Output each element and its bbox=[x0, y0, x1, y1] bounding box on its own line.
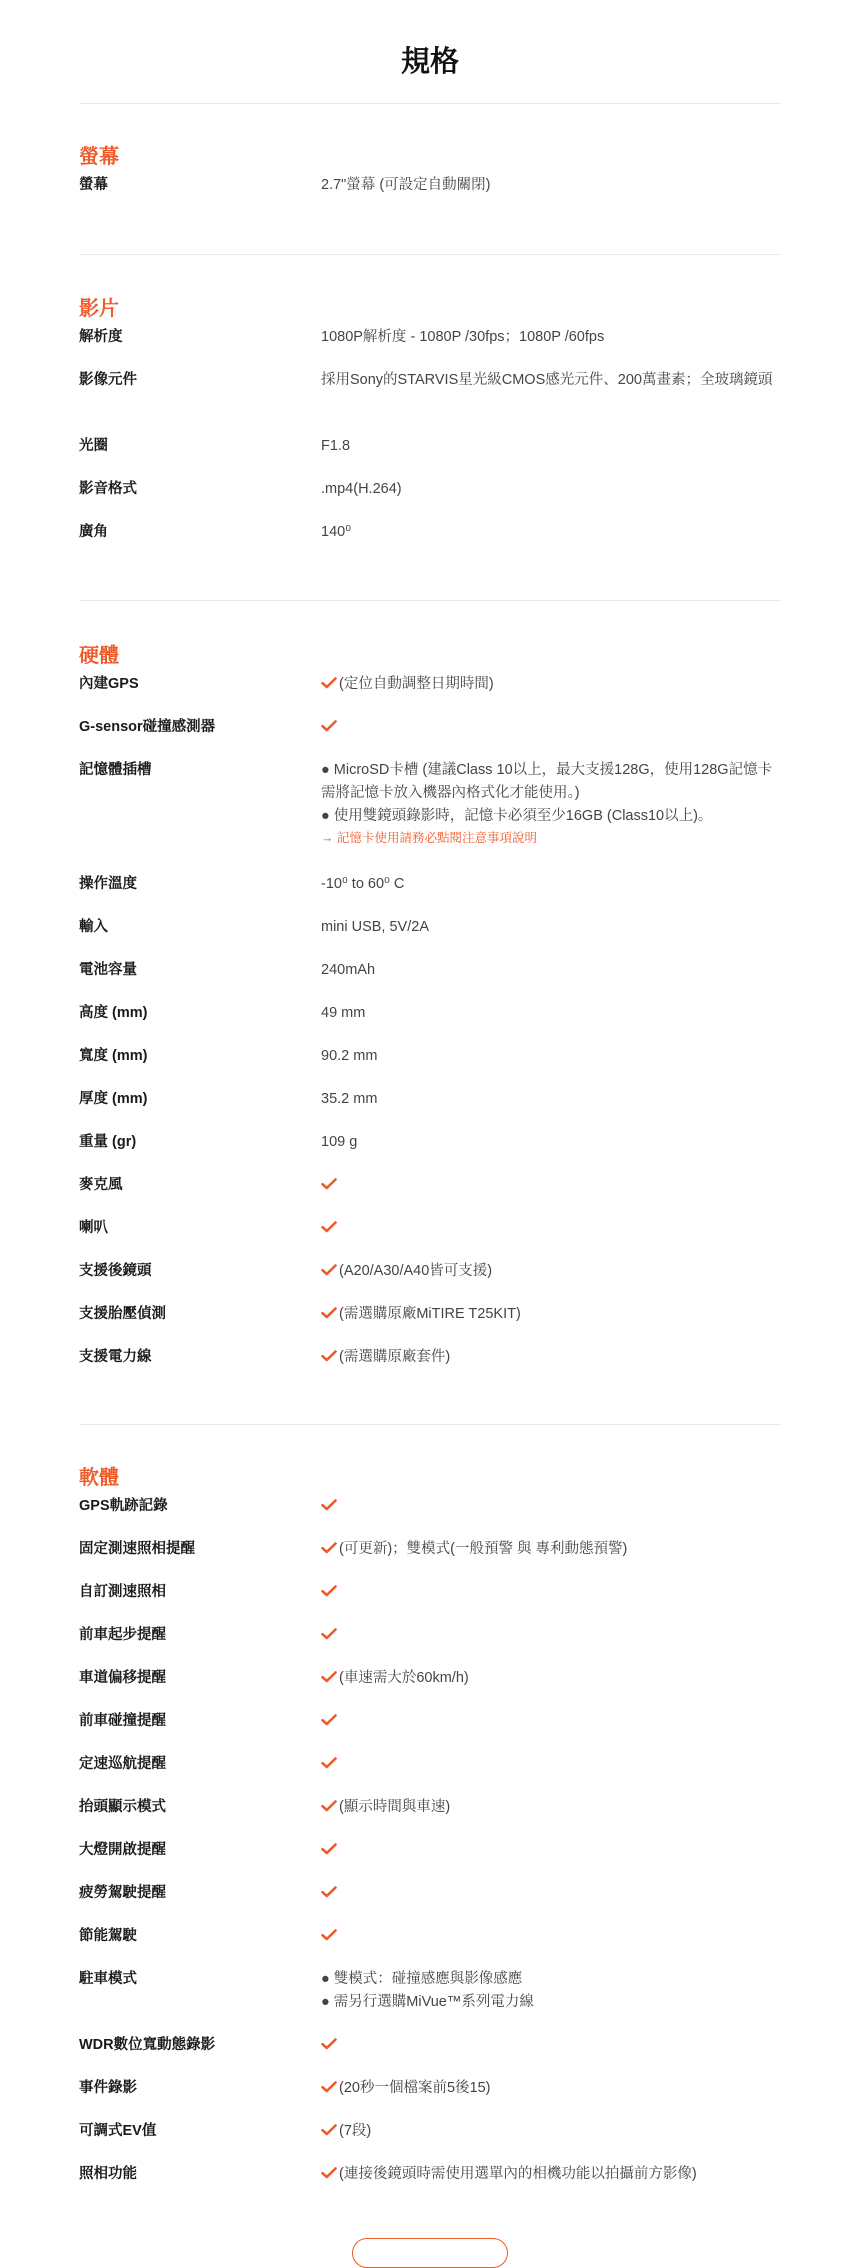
spec-row bbox=[79, 2077, 781, 2120]
section-title-screen: 螢幕 bbox=[79, 146, 119, 168]
spec-label: 車道偏移提醒 bbox=[79, 1670, 166, 1686]
memory-slot-line-2: ● 使用雙鏡頭錄影時，記憶卡必須至少16GB (Class10以上)。 bbox=[321, 808, 713, 824]
spec-value bbox=[321, 1925, 781, 1968]
spec-row bbox=[79, 1346, 781, 1389]
spec-value: F1.8 bbox=[321, 438, 351, 454]
spec-row bbox=[79, 916, 781, 959]
check-icon bbox=[321, 1585, 337, 1597]
section-video bbox=[79, 294, 781, 564]
spec-label: 光圈 bbox=[79, 438, 108, 454]
spec-value bbox=[321, 1839, 781, 1882]
spec-label: 可調式EV值 bbox=[79, 2123, 157, 2139]
check-icon bbox=[321, 1178, 337, 1190]
spec-value bbox=[321, 1753, 781, 1796]
check-icon bbox=[321, 2124, 337, 2136]
memory-slot-line-1: ● MicroSD卡槽 (建議Class 10以上，最大支援128G，使用128G記憶卡需將記憶卡放入機器內格式化才能使用。) bbox=[321, 762, 773, 801]
check-icon bbox=[321, 1671, 337, 1683]
spec-value bbox=[321, 1796, 781, 1839]
parking-mode-line-2: ● 需另行選購MiVue™系列電力線 bbox=[321, 1994, 534, 2010]
spec-label: 影音格式 bbox=[79, 481, 137, 497]
section-divider bbox=[79, 1424, 781, 1425]
spec-label: 固定測速照相提醒 bbox=[79, 1541, 195, 1557]
spec-label: 內建GPS bbox=[79, 676, 139, 692]
spec-label: GPS軌跡記錄 bbox=[79, 1498, 168, 1514]
spec-row bbox=[79, 1260, 781, 1303]
spec-row bbox=[79, 716, 781, 759]
spec-row bbox=[79, 1045, 781, 1088]
spec-label: 抬頭顯示模式 bbox=[79, 1799, 166, 1815]
spec-value-text: (車速需大於60km/h) bbox=[339, 1670, 469, 1686]
spec-label: 操作溫度 bbox=[79, 876, 137, 892]
spec-value: 109 g bbox=[321, 1134, 358, 1150]
spec-value bbox=[321, 1303, 781, 1346]
spec-row bbox=[79, 326, 781, 369]
spec-row bbox=[79, 1581, 781, 1624]
check-icon bbox=[321, 1264, 337, 1276]
spec-value: 140⁰ bbox=[321, 524, 352, 540]
spec-label: 節能駕駛 bbox=[79, 1928, 137, 1944]
spec-label: 螢幕 bbox=[79, 177, 108, 193]
check-icon bbox=[321, 2081, 337, 2093]
spec-label: G-sensor碰撞感測器 bbox=[79, 719, 216, 735]
spec-value bbox=[321, 2120, 781, 2163]
spec-row bbox=[79, 1753, 781, 1796]
spec-row bbox=[79, 673, 781, 716]
check-icon bbox=[321, 1843, 337, 1855]
spec-value-text: (可更新)；雙模式(一般預警 與 專利動態預警) bbox=[339, 1541, 628, 1557]
spec-value bbox=[321, 716, 781, 759]
spec-value bbox=[321, 1217, 781, 1260]
spec-value bbox=[321, 1581, 781, 1624]
spec-value-text: (A20/A30/A40皆可支援) bbox=[339, 1263, 493, 1279]
spec-row bbox=[79, 369, 781, 435]
spec-value bbox=[321, 759, 781, 873]
spec-value bbox=[321, 1667, 781, 1710]
check-icon bbox=[321, 1221, 337, 1233]
title-divider bbox=[79, 103, 781, 104]
section-divider bbox=[79, 600, 781, 601]
check-icon bbox=[321, 1350, 337, 1362]
spec-label: 高度 (mm) bbox=[79, 1005, 148, 1021]
spec-row bbox=[79, 1217, 781, 1260]
spec-row bbox=[79, 1131, 781, 1174]
spec-label: 定速巡航提醒 bbox=[79, 1756, 166, 1772]
spec-row bbox=[79, 1882, 781, 1925]
more-button[interactable] bbox=[352, 2238, 508, 2268]
spec-row bbox=[79, 1710, 781, 1753]
spec-value bbox=[321, 1538, 781, 1581]
spec-label: 支援電力線 bbox=[79, 1349, 152, 1365]
spec-value bbox=[321, 1624, 781, 1667]
spec-value: .mp4(H.264) bbox=[321, 481, 402, 497]
spec-value: -10⁰ to 60⁰ C bbox=[321, 876, 405, 892]
spec-label: 麥克風 bbox=[79, 1177, 123, 1193]
spec-row bbox=[79, 1839, 781, 1882]
check-icon bbox=[321, 1929, 337, 1941]
spec-row bbox=[79, 1174, 781, 1217]
memory-card-notice-link[interactable]: → 記憶卡使用請務必點閱注意事項說明 bbox=[321, 831, 537, 845]
spec-row bbox=[79, 1002, 781, 1045]
spec-value bbox=[321, 2034, 781, 2077]
spec-row bbox=[79, 478, 781, 521]
spec-label: 疲勞駕駛提醒 bbox=[79, 1885, 166, 1901]
spec-value bbox=[321, 1495, 781, 1538]
spec-value: 35.2 mm bbox=[321, 1091, 378, 1107]
spec-row bbox=[79, 1796, 781, 1839]
spec-label: 解析度 bbox=[79, 329, 123, 345]
spec-row bbox=[79, 174, 781, 217]
spec-value: 240mAh bbox=[321, 962, 376, 978]
check-icon bbox=[321, 1886, 337, 1898]
check-icon bbox=[321, 1307, 337, 1319]
spec-row bbox=[79, 1303, 781, 1346]
spec-label: 支援後鏡頭 bbox=[79, 1263, 152, 1279]
check-icon bbox=[321, 1800, 337, 1812]
spec-label: 支援胎壓偵測 bbox=[79, 1306, 166, 1322]
spec-label: 前車起步提醒 bbox=[79, 1627, 166, 1643]
spec-value-text: (顯示時間與車速) bbox=[339, 1799, 451, 1815]
spec-value: 49 mm bbox=[321, 1005, 366, 1021]
spec-row bbox=[79, 873, 781, 916]
spec-row bbox=[79, 1495, 781, 1538]
check-icon bbox=[321, 1628, 337, 1640]
section-screen bbox=[79, 142, 781, 217]
section-software bbox=[79, 1463, 781, 2206]
spec-value-text: (20秒一個檔案前5後15) bbox=[339, 2080, 491, 2096]
spec-label: 寬度 (mm) bbox=[79, 1048, 148, 1064]
spec-label: 喇叭 bbox=[79, 1220, 108, 1236]
spec-label: 自訂測速照相 bbox=[79, 1584, 166, 1600]
spec-value bbox=[321, 1710, 781, 1753]
spec-value bbox=[321, 1260, 781, 1303]
spec-row bbox=[79, 521, 781, 564]
section-title-hardware: 硬體 bbox=[79, 645, 119, 667]
spec-label: 照相功能 bbox=[79, 2166, 137, 2182]
spec-value: 2.7"螢幕 (可設定自動關閉) bbox=[321, 177, 491, 193]
spec-value: 1080P解析度 - 1080P /30fps；1080P /60fps bbox=[321, 329, 605, 345]
section-divider bbox=[79, 254, 781, 255]
spec-label: 大燈開啟提醒 bbox=[79, 1842, 166, 1858]
spec-value bbox=[321, 1882, 781, 1925]
spec-value: mini USB, 5V/2A bbox=[321, 919, 429, 935]
spec-value-text: (7段) bbox=[339, 2123, 372, 2139]
spec-value: 採用Sony的STARVIS星光級CMOS感光元件、200萬畫素；全玻璃鏡頭 bbox=[321, 372, 773, 388]
spec-row bbox=[79, 1088, 781, 1131]
page-title: 規格 bbox=[400, 46, 459, 78]
spec-label: 厚度 (mm) bbox=[79, 1091, 148, 1107]
spec-value bbox=[321, 1968, 781, 2034]
check-icon bbox=[321, 1499, 337, 1511]
check-icon bbox=[321, 677, 337, 689]
parking-mode-line-1: ● 雙模式：碰撞感應與影像感應 bbox=[321, 1971, 523, 1987]
spec-label: WDR數位寬動態錄影 bbox=[79, 2037, 216, 2053]
spec-value-text: (連接後鏡頭時需使用選單內的相機功能以拍攝前方影像) bbox=[339, 2166, 697, 2182]
spec-label: 影像元件 bbox=[79, 372, 137, 388]
spec-value bbox=[321, 1174, 781, 1217]
spec-value-text: (需選購原廠MiTIRE T25KIT) bbox=[339, 1306, 521, 1322]
spec-label: 記憶體插槽 bbox=[79, 762, 152, 778]
spec-value bbox=[321, 673, 781, 716]
spec-row bbox=[79, 1667, 781, 1710]
spec-row bbox=[79, 759, 781, 873]
spec-label: 前車碰撞提醒 bbox=[79, 1713, 166, 1729]
spec-row bbox=[79, 1968, 781, 2034]
section-title-video: 影片 bbox=[79, 298, 119, 320]
spec-value: 90.2 mm bbox=[321, 1048, 378, 1064]
spec-row bbox=[79, 1624, 781, 1667]
spec-value bbox=[321, 2163, 781, 2206]
spec-value-text: (定位自動調整日期時間) bbox=[339, 676, 494, 692]
spec-value bbox=[321, 2077, 781, 2120]
section-title-software: 軟體 bbox=[79, 1467, 119, 1489]
check-icon bbox=[321, 1542, 337, 1554]
check-icon bbox=[321, 1757, 337, 1769]
spec-row bbox=[79, 2034, 781, 2077]
spec-row bbox=[79, 435, 781, 478]
spec-row bbox=[79, 1538, 781, 1581]
spec-row bbox=[79, 959, 781, 1002]
spec-label: 輸入 bbox=[79, 919, 108, 935]
check-icon bbox=[321, 2167, 337, 2179]
check-icon bbox=[321, 2038, 337, 2050]
check-icon bbox=[321, 720, 337, 732]
spec-value bbox=[321, 1346, 781, 1389]
spec-label: 駐車模式 bbox=[79, 1971, 137, 1987]
spec-value-text: (需選購原廠套件) bbox=[339, 1349, 451, 1365]
spec-label: 事件錄影 bbox=[79, 2080, 137, 2096]
section-hardware bbox=[79, 641, 781, 1389]
spec-row bbox=[79, 1925, 781, 1968]
spec-label: 重量 (gr) bbox=[79, 1134, 137, 1150]
spec-row bbox=[79, 2163, 781, 2206]
spec-label: 電池容量 bbox=[79, 962, 137, 978]
spec-row bbox=[79, 2120, 781, 2163]
spec-label: 廣角 bbox=[79, 524, 108, 540]
check-icon bbox=[321, 1714, 337, 1726]
